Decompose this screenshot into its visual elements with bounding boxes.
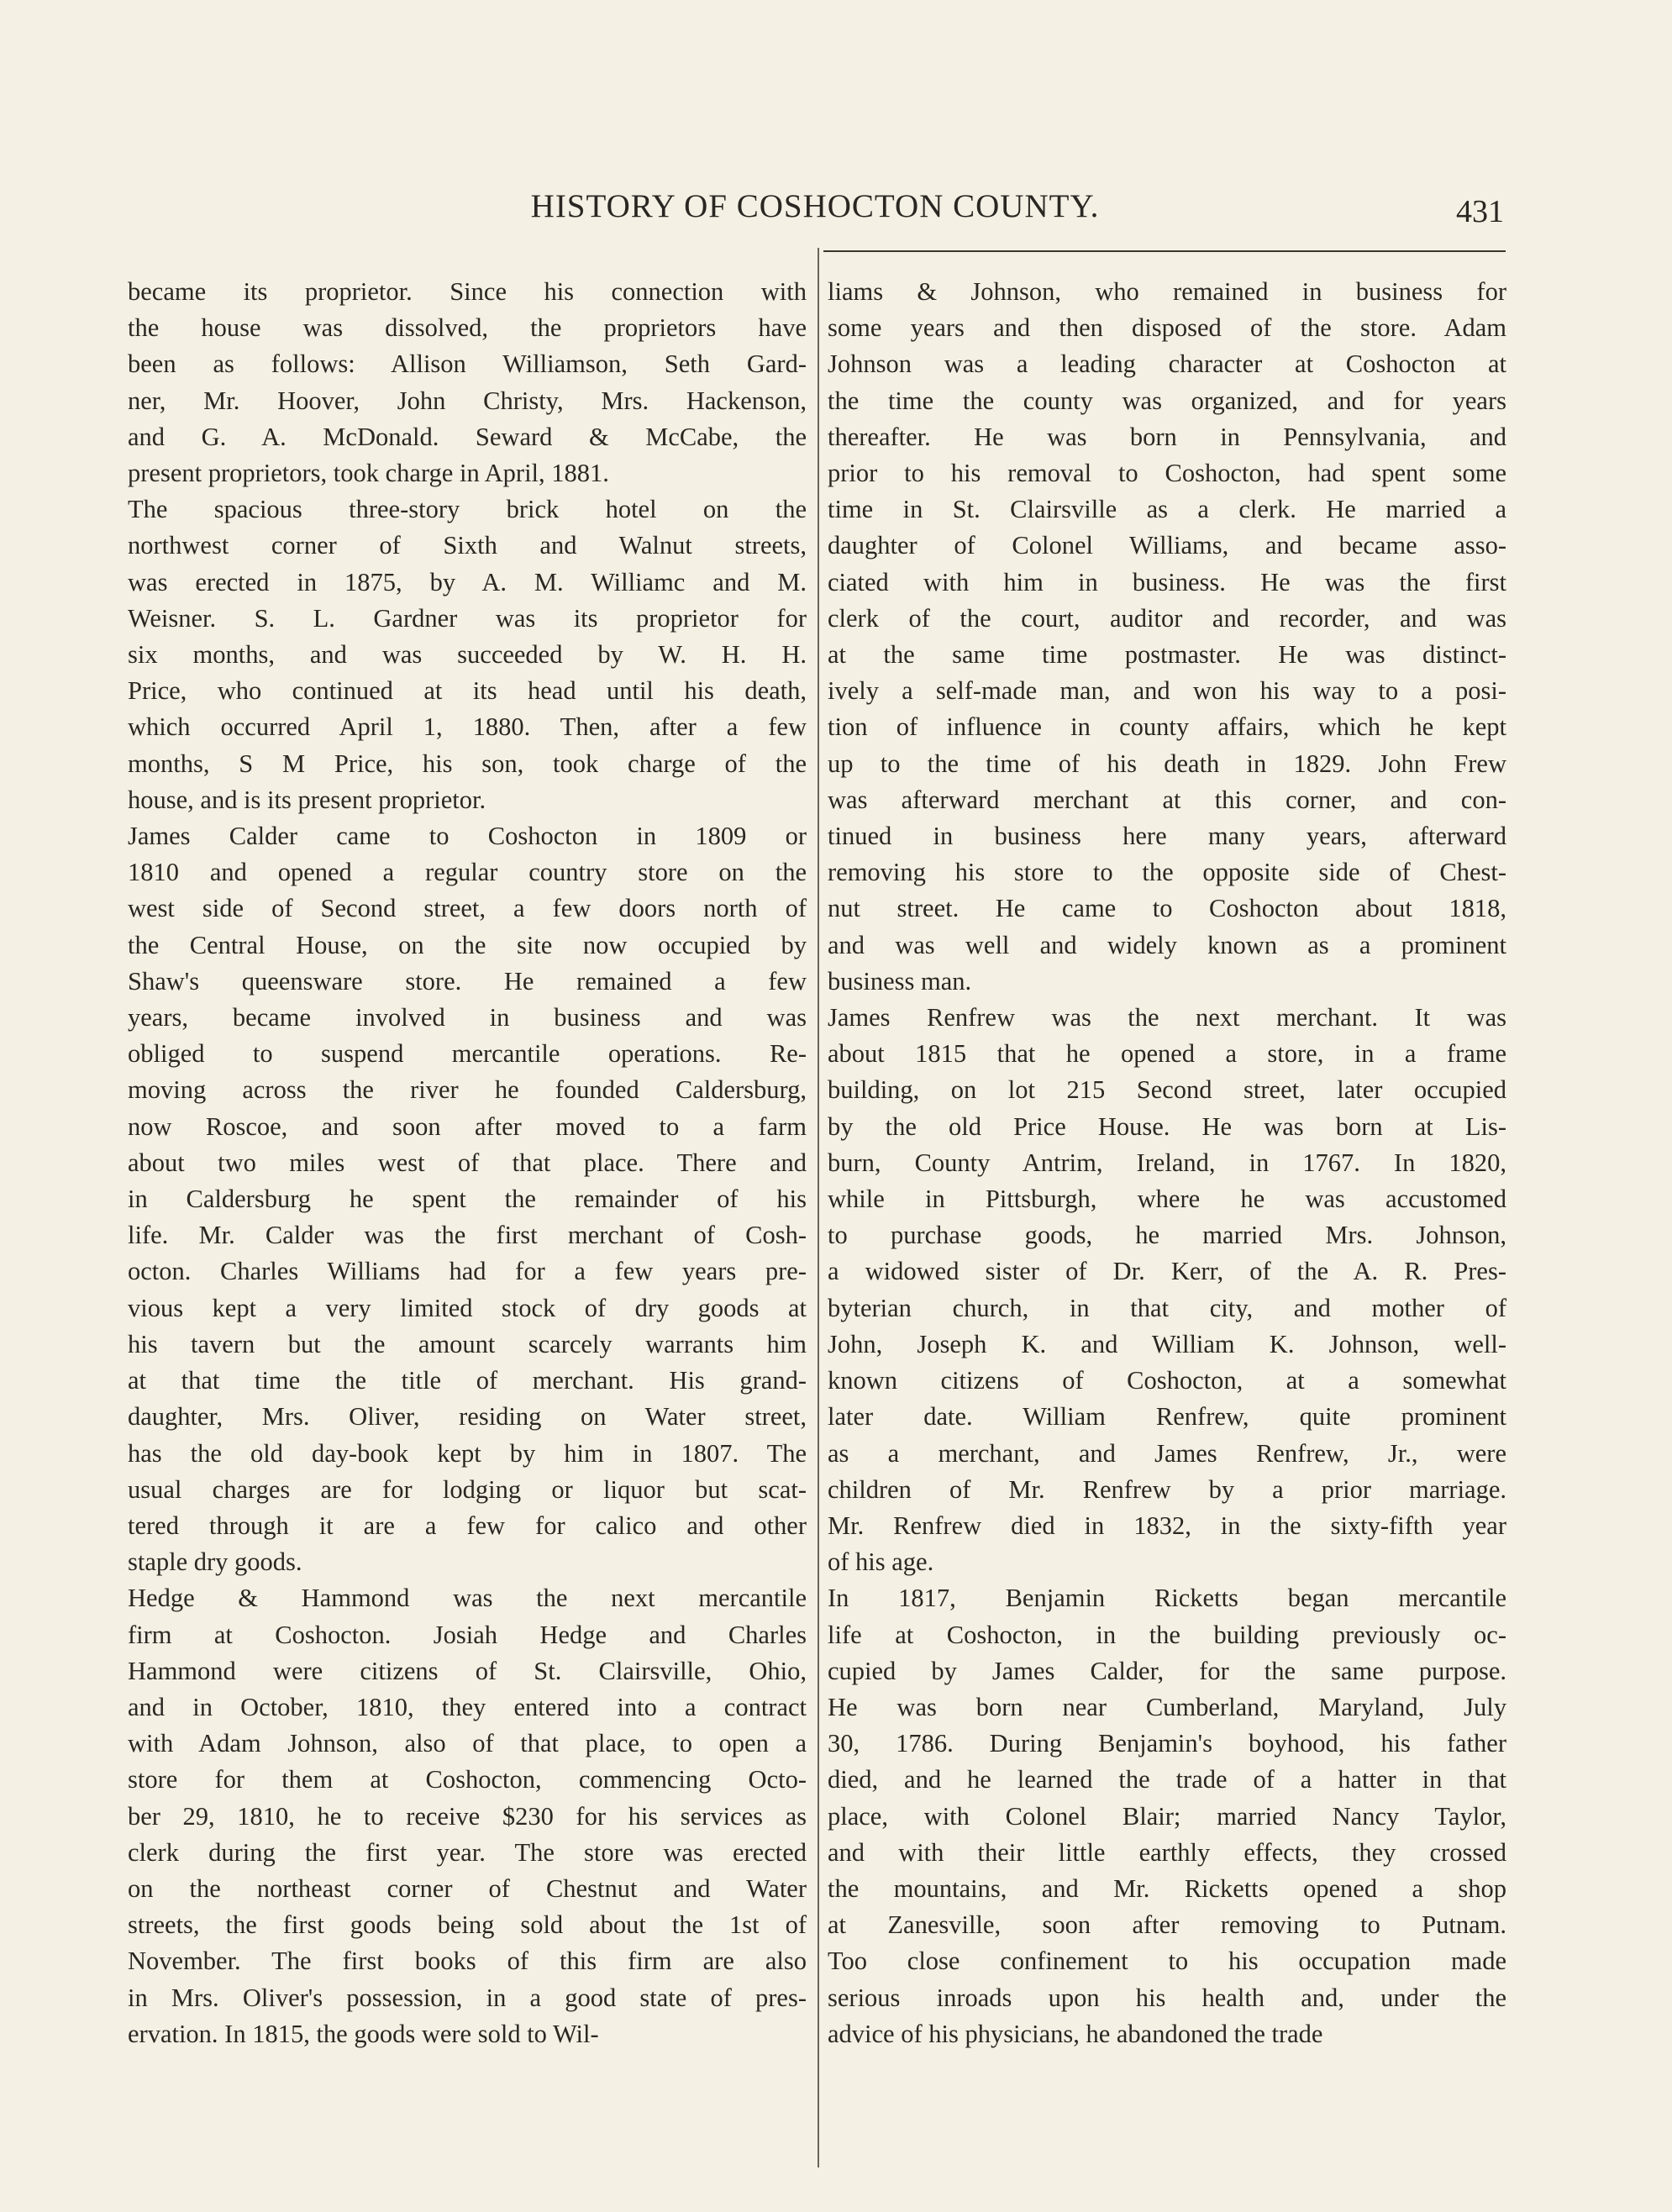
text-line: at the same time postmaster. He was distinct- bbox=[828, 640, 1506, 670]
text-line: and with their little earthly effects, they crossed bbox=[828, 1837, 1506, 1867]
text-line: burn, County Antrim, Ireland, in 1767. In 1820, bbox=[828, 1148, 1506, 1177]
text-line: with Adam Johnson, also of that place, to open a bbox=[128, 1729, 807, 1758]
text-line: vious kept a very limited stock of dry goods at bbox=[128, 1293, 807, 1322]
text-line: Weisner. S. L. Gardner was its proprietor for bbox=[128, 603, 807, 633]
text-line: time in St. Clairsville as a clerk. He married a bbox=[828, 495, 1506, 524]
text-line: tinued in business here many years, afterward bbox=[828, 822, 1506, 851]
text-line: on the northeast corner of Chestnut and Water bbox=[128, 1873, 807, 1903]
text-line: The spacious three-story brick hotel on the bbox=[128, 495, 807, 524]
text-line: at Zanesville, soon after removing to Putnam. bbox=[828, 1910, 1506, 1940]
text-line: usual charges are for lodging or liquor but scat- bbox=[128, 1474, 807, 1504]
text-line: ner, Mr. Hoover, John Christy, Mrs. Hackenson, bbox=[128, 386, 807, 415]
text-line: life at Coshocton, in the building previously oc- bbox=[828, 1620, 1506, 1649]
text-line: John, Joseph K. and William K. Johnson, well- bbox=[828, 1329, 1506, 1358]
page-title: HISTORY OF COSHOCTON COUNTY. bbox=[530, 188, 1100, 224]
text-line: children of Mr. Renfrew by a prior marriage. bbox=[828, 1474, 1506, 1504]
text-line: James Calder came to Coshocton in 1809 or bbox=[128, 822, 807, 851]
text-line: tered through it are a few for calico and other bbox=[128, 1511, 807, 1540]
text-line: the mountains, and Mr. Ricketts opened a shop bbox=[828, 1873, 1506, 1903]
text-line: ber 29, 1810, he to receive $230 for his services as bbox=[128, 1801, 807, 1831]
running-header bbox=[126, 187, 1504, 237]
text-line: Mr. Renfrew died in 1832, in the sixty-fifth year bbox=[828, 1511, 1506, 1540]
text-line: prior to his removal to Coshocton, had spent some bbox=[828, 459, 1506, 488]
text-line: byterian church, in that city, and mother of bbox=[828, 1293, 1506, 1322]
text-line: which occurred April 1, 1880. Then, after a few bbox=[128, 712, 807, 742]
text-line: Price, who continued at its head until his death, bbox=[128, 676, 807, 706]
text-line: removing his store to the opposite side of Chest- bbox=[828, 858, 1506, 887]
text-line: business man. bbox=[828, 966, 972, 996]
text-line: has the old day-book kept by him in 1807. The bbox=[128, 1438, 807, 1468]
text-line: been as follows: Allison Williamson, Seth Gard- bbox=[128, 349, 807, 379]
text-line: the house was dissolved, the proprietors have bbox=[128, 313, 807, 343]
page-number: 431 bbox=[1456, 194, 1504, 229]
text-line: daughter, Mrs. Oliver, residing on Water street, bbox=[128, 1402, 807, 1432]
text-line: by the old Price House. He was born at Lis- bbox=[828, 1111, 1506, 1141]
text-line: 30, 1786. During Benjamin's boyhood, his father bbox=[828, 1729, 1506, 1758]
text-line: became its proprietor. Since his connection with bbox=[128, 277, 807, 306]
left-column bbox=[128, 274, 807, 2052]
text-line: about two miles west of that place. There and bbox=[128, 1148, 807, 1177]
text-line: Hammond were citizens of St. Clairsville, Ohio, bbox=[128, 1656, 807, 1685]
text-line: as a merchant, and James Renfrew, Jr., were bbox=[828, 1438, 1506, 1468]
text-line: November. The first books of this firm are also bbox=[128, 1947, 807, 1976]
text-line: staple dry goods. bbox=[128, 1547, 302, 1577]
text-line: later date. William Renfrew, quite prominent bbox=[828, 1402, 1506, 1432]
text-line: and G. A. McDonald. Seward & McCabe, the bbox=[128, 422, 807, 451]
text-line: moving across the river he founded Caldersburg, bbox=[128, 1075, 807, 1105]
text-line: a widowed sister of Dr. Kerr, of the A. R. Pres- bbox=[828, 1257, 1506, 1286]
text-line: ciated with him in business. He was the first bbox=[828, 567, 1506, 596]
text-line: Shaw's queensware store. He remained a few bbox=[128, 966, 807, 996]
text-line: west side of Second street, a few doors north of bbox=[128, 894, 807, 923]
text-line: and in October, 1810, they entered into a contract bbox=[128, 1692, 807, 1721]
text-line: advice of his physicians, he abandoned the trade bbox=[828, 2019, 1323, 2048]
text-line: thereafter. He was born in Pennsylvania, and bbox=[828, 422, 1506, 451]
text-line: some years and then disposed of the store. Adam bbox=[828, 313, 1506, 343]
text-line: obliged to suspend mercantile operations. Re- bbox=[128, 1039, 807, 1069]
text-line: now Roscoe, and soon after moved to a farm bbox=[128, 1111, 807, 1141]
text-line: life. Mr. Calder was the first merchant of Cosh- bbox=[128, 1221, 807, 1250]
text-line: in Caldersburg he spent the remainder of his bbox=[128, 1185, 807, 1214]
text-line: daughter of Colonel Williams, and became asso- bbox=[828, 531, 1506, 560]
text-line: clerk during the first year. The store was erected bbox=[128, 1837, 807, 1867]
text-line: months, S M Price, his son, took charge of the bbox=[128, 749, 807, 778]
text-line: In 1817, Benjamin Ricketts began mercantile bbox=[828, 1584, 1506, 1613]
text-line: died, and he learned the trade of a hatter in that bbox=[828, 1765, 1506, 1794]
text-line: about 1815 that he opened a store, in a frame bbox=[828, 1039, 1506, 1069]
text-line: up to the time of his death in 1829. John Frew bbox=[828, 749, 1506, 778]
text-line: of his age. bbox=[828, 1547, 934, 1577]
text-line: and was well and widely known as a prominent bbox=[828, 930, 1506, 959]
text-line: was erected in 1875, by A. M. Williamc and M. bbox=[128, 567, 807, 596]
text-line: known citizens of Coshocton, at a somewhat bbox=[828, 1366, 1506, 1395]
text-line: Hedge & Hammond was the next mercantile bbox=[128, 1584, 807, 1613]
text-line: the Central House, on the site now occupied by bbox=[128, 930, 807, 959]
text-line: to purchase goods, he married Mrs. Johnson, bbox=[828, 1221, 1506, 1250]
right-column bbox=[828, 274, 1506, 2052]
text-line: at that time the title of merchant. His grand- bbox=[128, 1366, 807, 1395]
text-line: while in Pittsburgh, where he was accustomed bbox=[828, 1185, 1506, 1214]
text-line: 1810 and opened a regular country store on the bbox=[128, 858, 807, 887]
text-line: was afterward merchant at this corner, and con- bbox=[828, 785, 1506, 814]
text-line: ervation. In 1815, the goods were sold to Wil- bbox=[128, 2019, 599, 2048]
text-line: liams & Johnson, who remained in business for bbox=[828, 277, 1506, 306]
text-line: firm at Coshocton. Josiah Hedge and Charles bbox=[128, 1620, 807, 1649]
text-line: tion of influence in county affairs, which he kept bbox=[828, 712, 1506, 742]
text-line: clerk of the court, auditor and recorder, and was bbox=[828, 603, 1506, 633]
text-line: six months, and was succeeded by W. H. H. bbox=[128, 640, 807, 670]
text-line: octon. Charles Williams had for a few years pre- bbox=[128, 1257, 807, 1286]
text-line: He was born near Cumberland, Maryland, July bbox=[828, 1692, 1506, 1721]
text-line: ively a self-made man, and won his way to a posi- bbox=[828, 676, 1506, 706]
text-line: Too close confinement to his occupation made bbox=[828, 1947, 1506, 1976]
text-line: in Mrs. Oliver's possession, in a good state of pres- bbox=[128, 1983, 807, 2012]
text-line: streets, the first goods being sold about the 1st of bbox=[128, 1910, 807, 1940]
text-line: place, with Colonel Blair; married Nancy Taylor, bbox=[828, 1801, 1506, 1831]
text-line: building, on lot 215 Second street, later occupied bbox=[828, 1075, 1506, 1105]
text-line: nut street. He came to Coshocton about 1818, bbox=[828, 894, 1506, 923]
text-line: present proprietors, took charge in April, 1881. bbox=[128, 459, 609, 488]
text-line: northwest corner of Sixth and Walnut streets, bbox=[128, 531, 807, 560]
text-line: years, became involved in business and was bbox=[128, 1003, 807, 1032]
text-line: his tavern but the amount scarcely warrants him bbox=[128, 1329, 807, 1358]
text-line: Johnson was a leading character at Coshocton at bbox=[828, 349, 1506, 379]
header-rule bbox=[823, 250, 1506, 252]
text-line: serious inroads upon his health and, under the bbox=[828, 1983, 1506, 2012]
text-line: house, and is its present proprietor. bbox=[128, 785, 486, 814]
text-line: James Renfrew was the next merchant. It was bbox=[828, 1003, 1506, 1032]
text-line: cupied by James Calder, for the same purpose. bbox=[828, 1656, 1506, 1685]
text-line: the time the county was organized, and for years bbox=[828, 386, 1506, 415]
column-divider bbox=[818, 248, 819, 2167]
text-line: store for them at Coshocton, commencing Octo- bbox=[128, 1765, 807, 1794]
